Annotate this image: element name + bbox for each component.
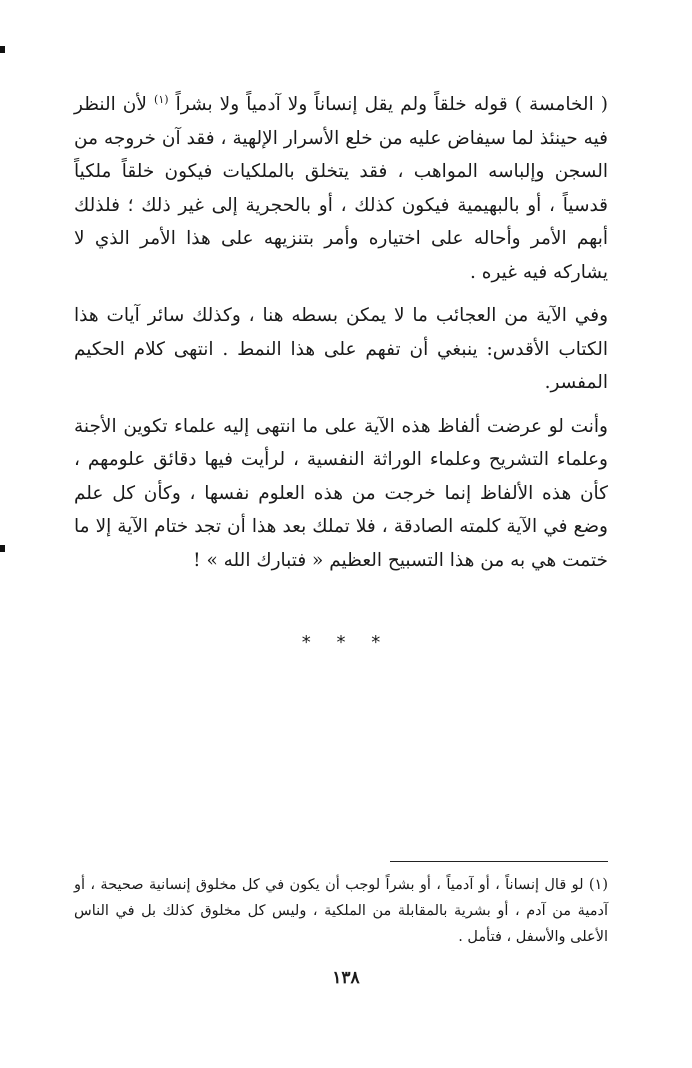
margin-mark-middle	[0, 545, 5, 552]
paragraph-1-continuation: لأن النظر فيه حينئذ لما سيفاض عليه من خلع الأسرار الإلهية ، فقد آن خروجه من السجن وإلباسه المواهب ، فقد يتخلق بالملكيات فيكون خلقاً ملكياً قدسياً ، أو بالبهيمية فيكون كذلك ، أو بالحجرية إلى غير ذلك ؛ فلذلك أبهم الأمر وأحاله على اختياره وأمر بتنزيهه على هذا الأمر الذي لا يشاركه فيه غيره .	[74, 94, 608, 283]
margin-mark-top	[0, 46, 5, 53]
main-text	[74, 88, 608, 577]
paragraph-3: وأنت لو عرضت ألفاظ هذه الآية على ما انتهى إليه علماء تكوين الأجنة وعلماء التشريح وعلماء الوراثة النفسية ، لرأيت فيها دقائق علومهم ، كأن هذه الألفاظ إنما خرجت من هذه العلوم نفسها ، وكأن كل علم وضع في الآية كلمته الصادقة ، فلا تملك بعد هذا أن تجد ختام الآية إلا ما ختمت هي به من هذا التسبيح العظيم « فتبارك الله » !	[74, 415, 608, 571]
footnote-divider	[390, 861, 608, 862]
paragraph-2: وفي الآية من العجائب ما لا يمكن بسطه هنا ، وكذلك سائر آيات هذا الكتاب الأقدس: ينبغي أن تفهم على هذا النمط . انتهى كلام الحكيم المفسر.	[74, 305, 608, 393]
footnote-1: (١) لو قال إنساناً ، أو آدمياً ، أو بشراً لوجب أن يكون في كل مخلوق إنسانية صحيحة ، أو آدمية من آدم ، أو بشرية بالمقابلة من الملكية ، وليس كل مخلوق كذلك بل في الناس الأعلى والأسفل ، فتأمل .	[74, 877, 608, 945]
footnotes	[74, 872, 608, 950]
paragraph-1	[74, 88, 608, 289]
paragraph-1-opening: ( الخامسة ) قوله خلقاً ولم يقل إنساناً ولا آدمياً ولا بشراً	[175, 94, 608, 115]
section-separator: * * *	[301, 632, 391, 653]
footnote-reference[interactable]: (١)	[154, 92, 169, 106]
page-number: ١٣٨	[332, 968, 360, 988]
